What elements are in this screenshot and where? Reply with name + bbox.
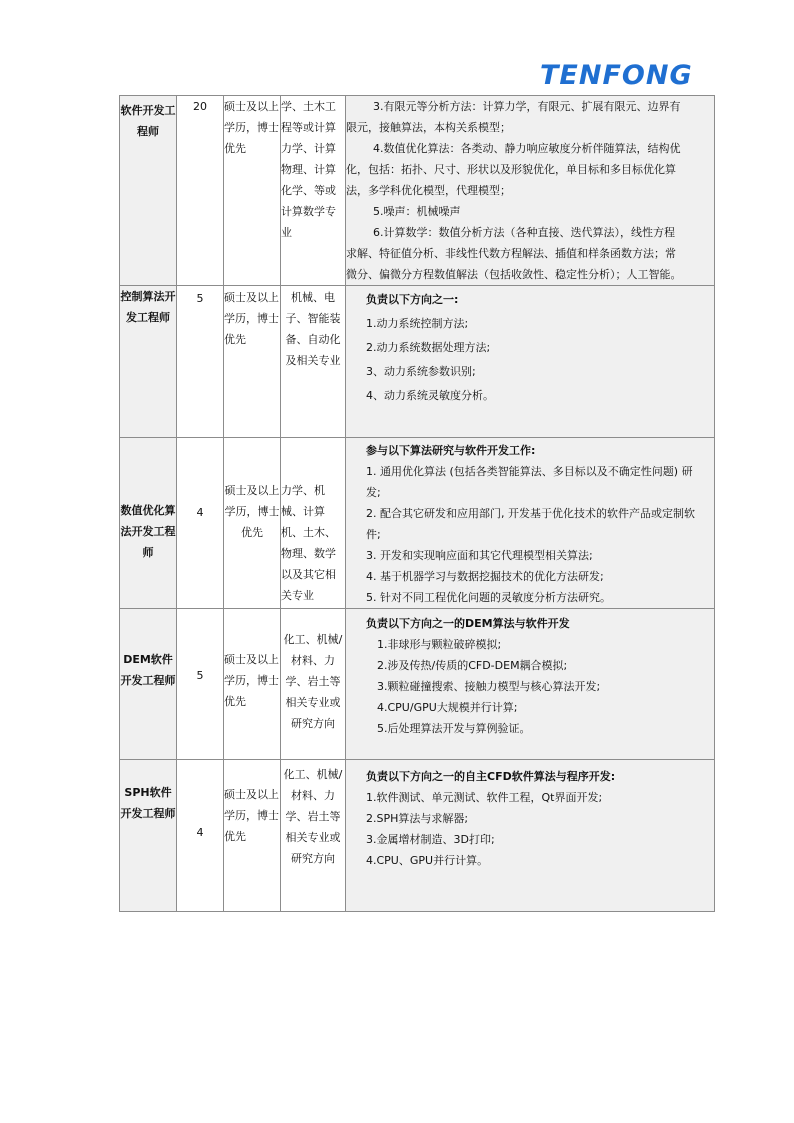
job-count: 4 [177, 760, 224, 912]
desc-line: 3. 开发和实现响应面和其它代理模型相关算法; [366, 549, 593, 562]
desc-line: 1.动力系统控制方法; [366, 317, 469, 330]
desc-line: 4、动力系统灵敏度分析。 [366, 389, 494, 402]
desc-line: 负责以下方向之一: [366, 293, 459, 306]
desc-line: 3.金属增材制造、3D打印; [366, 833, 495, 846]
job-title: 数值优化算法开发工程师 [120, 438, 177, 609]
desc-line: 4.CPU/GPU大规模并行计算; [377, 701, 518, 714]
desc-line: 5. 针对不同工程优化问题的灵敏度分析方法研究。 [366, 591, 611, 604]
desc-line: 限元，接触算法，本构关系模型； [346, 121, 511, 134]
job-title: SPH软件开发工程师 [120, 760, 177, 912]
job-description [346, 96, 715, 286]
desc-line: 求解、特征值分析、非线性代数方程解法、插值和样条函数方法；常 [346, 247, 676, 260]
job-education: 硕士及以上学历，博士优先 [224, 286, 281, 438]
desc-line: 4.数值优化算法：各类动、静力响应敏度分析伴随算法，结构优 [373, 142, 681, 155]
job-major: 力学、机械、计算机、土木、物理、数学以及其它相关专业 [281, 438, 346, 609]
desc-line: 3.颗粒碰撞搜索、接触力模型与核心算法开发; [377, 680, 601, 693]
job-major: 化工、机械/材料、力学、岩土等相关专业或研究方向 [281, 609, 346, 760]
desc-line: 2. 配合其它研发和应用部门, 开发基于优化技术的软件产品或定制软 [366, 507, 695, 520]
job-education: 硕士及以上学历，博士优先 [224, 96, 281, 286]
desc-line: 5.噪声：机械噪声 [373, 205, 461, 218]
desc-line: 2.涉及传热/传质的CFD-DEM耦合模拟; [377, 659, 568, 672]
desc-line: 法，多学科优化模型，代理模型； [346, 184, 511, 197]
job-description [346, 286, 715, 438]
job-major: 机械、电子、智能装备、自动化及相关专业 [281, 286, 346, 438]
desc-line: 3、动力系统参数识别; [366, 365, 476, 378]
job-title: 软件开发工程师 [120, 96, 177, 286]
desc-line: 负责以下方向之一的自主CFD软件算法与程序开发: [366, 770, 616, 783]
desc-line: 4. 基于机器学习与数据挖掘技术的优化方法研发; [366, 570, 604, 583]
desc-line: 1.非球形与颗粒破碎模拟; [377, 638, 502, 651]
job-description [346, 609, 715, 760]
logo-text: TENFONG [540, 60, 693, 91]
job-count: 5 [177, 609, 224, 760]
desc-line: 5.后处理算法开发与算例验证。 [377, 722, 531, 735]
desc-line: 参与以下算法研究与软件开发工作: [366, 444, 536, 457]
job-major: 化工、机械/材料、力学、岩土等相关专业或研究方向 [281, 760, 346, 912]
desc-line: 化，包括：拓扑、尺寸、形状以及形貌优化，单目标和多目标优化算 [346, 163, 676, 176]
job-major: 学、土木工程等或计算力学、计算物理、计算化学、等或计算数学专业 [281, 96, 346, 286]
table-row [120, 760, 715, 912]
table-row [120, 286, 715, 438]
job-title: 控制算法开发工程师 [120, 286, 177, 438]
job-education: 硕士及以上学历，博士优先 [224, 760, 281, 912]
desc-line: 6.计算数学：数值分析方法（各种直接、迭代算法），线性方程 [373, 226, 675, 239]
desc-line: 发; [366, 486, 381, 499]
desc-line: 3.有限元等分析方法：计算力学，有限元、扩展有限元、边界有 [373, 100, 681, 113]
desc-line: 4.CPU、GPU并行计算。 [366, 854, 489, 867]
job-count: 4 [177, 438, 224, 609]
desc-line: 1. 通用优化算法 (包括各类智能算法、多目标以及不确定性问题) 研 [366, 465, 693, 478]
desc-line: 件; [366, 528, 381, 541]
desc-line: 1.软件测试、单元测试、软件工程，Qt界面开发; [366, 791, 603, 804]
table-row [120, 96, 715, 286]
job-table [119, 95, 715, 912]
desc-line: 2.SPH算法与求解器; [366, 812, 469, 825]
job-education: 硕士及以上学历，博士优先 [224, 609, 281, 760]
job-description [346, 438, 715, 609]
desc-line: 负责以下方向之一的DEM算法与软件开发 [366, 617, 570, 630]
job-description [346, 760, 715, 912]
job-education: 硕士及以上学历，博士优先 [224, 438, 281, 609]
tenfong-logo [540, 58, 693, 91]
table-row [120, 609, 715, 760]
job-title: DEM软件开发工程师 [120, 609, 177, 760]
desc-line: 2.动力系统数据处理方法; [366, 341, 491, 354]
job-count: 20 [177, 96, 224, 286]
desc-line: 微分、偏微分方程数值解法（包括收敛性、稳定性分析）；人工智能。 [346, 268, 682, 281]
job-count: 5 [177, 286, 224, 438]
table-row [120, 438, 715, 609]
